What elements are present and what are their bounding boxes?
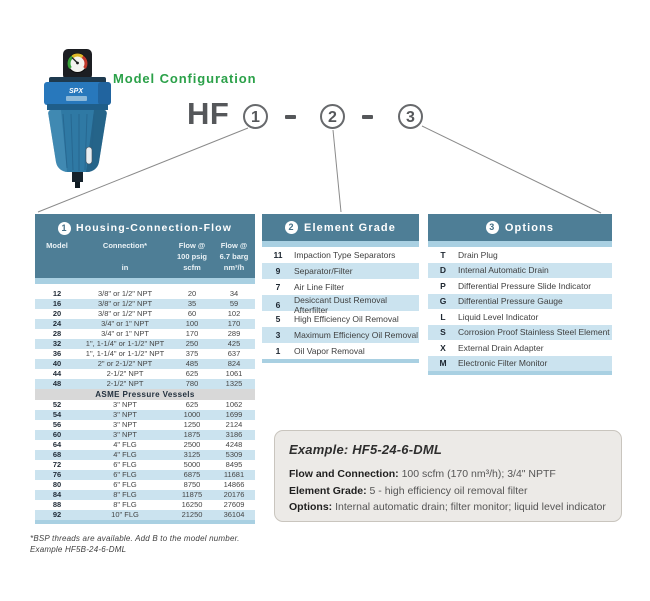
housing-table-title (35, 220, 255, 236)
flow-nm3h-cell: 1699 (225, 410, 243, 419)
table-row (35, 319, 255, 329)
table-row (35, 510, 255, 520)
sight-glass (86, 147, 92, 164)
connection-cell: 4" FLG (113, 440, 137, 449)
bsp-footnote (30, 533, 270, 555)
option-code-cell: X (440, 342, 446, 353)
model-cell: 84 (52, 490, 62, 499)
flow-scfm-cell: 6875 (183, 470, 201, 479)
model-cell: 32 (52, 339, 62, 348)
connection-cell: 10" FLG (111, 510, 139, 519)
option-code-cell: P (440, 280, 446, 291)
flow-scfm-cell: 8750 (183, 480, 201, 489)
table-row (428, 340, 612, 356)
flow-nm3h-cell: 2124 (225, 420, 243, 429)
example-line-label: Options: (289, 501, 333, 513)
divider-strip (35, 520, 255, 524)
connection-cell: 3" NPT (113, 400, 137, 409)
flow-scfm-cell: 1875 (183, 430, 201, 439)
table-row (428, 294, 612, 310)
flow-nm3h-cell: 637 (227, 349, 241, 358)
model-cell: 64 (52, 440, 62, 449)
flow-scfm-cell: 250 (185, 339, 199, 348)
flow-scfm-cell: 1000 (183, 410, 201, 419)
connection-cell: 3/8" or 1/2" NPT (97, 299, 153, 308)
table-3-number-badge: 3 (486, 221, 499, 234)
separator-dash (285, 115, 296, 119)
option-label-cell: Differential Pressure Gauge (458, 296, 563, 307)
grade-label-cell: Oil Vapor Removal (294, 346, 365, 356)
element-grade-rows (262, 247, 419, 359)
table-row (35, 379, 255, 389)
flow-scfm-cell: 780 (185, 379, 199, 388)
table-row (262, 263, 419, 279)
connection-cell: 3/4" or 1" NPT (101, 329, 149, 338)
table-row (35, 470, 255, 480)
model-cell: 54 (52, 410, 62, 419)
flow-nm3h-cell: 34 (229, 289, 239, 298)
flow-scfm-cell: 16250 (181, 500, 203, 509)
table-row (262, 247, 419, 263)
option-label-cell: External Drain Adapter (458, 342, 544, 353)
model-cell: 56 (52, 420, 62, 429)
connection-cell: 2-1/2" NPT (106, 369, 144, 378)
filter-head (44, 77, 111, 110)
divider-strip (262, 359, 419, 363)
model-cell: 28 (52, 329, 62, 338)
flow-nm3h-cell: 5309 (225, 450, 243, 459)
flow-nm3h-cell: 1325 (225, 379, 243, 388)
footnote-line-2: Example HF5B-24-6-DML (30, 545, 127, 554)
model-cell: 24 (52, 319, 62, 328)
table-row (35, 289, 255, 299)
flow-nm3h-cell: 20176 (223, 490, 245, 499)
option-label-cell: Internal Automatic Drain (458, 265, 549, 276)
model-cell: 92 (52, 510, 62, 519)
model-cell: 16 (52, 299, 62, 308)
table-row (428, 278, 612, 294)
example-line-label: Element Grade: (289, 484, 367, 497)
table-row (262, 343, 419, 359)
options-header (428, 214, 612, 241)
table-row (35, 430, 255, 440)
flow-nm3h-cell: 1061 (225, 369, 243, 378)
options-title-text: Options (504, 221, 555, 234)
flow-nm3h-cell: 4248 (225, 440, 243, 449)
grade-code-cell: 1 (275, 346, 281, 356)
position-1-circle: 1 (243, 104, 268, 129)
connection-cell: 3/8" or 1/2" NPT (97, 309, 153, 318)
model-cell: 48 (52, 379, 62, 388)
model-cell: 20 (52, 309, 62, 318)
option-label-cell: Electronic Filter Monitor (458, 358, 548, 369)
connector-line-3 (422, 126, 601, 213)
option-code-cell: S (440, 327, 446, 338)
table-row (262, 311, 419, 327)
option-code-cell: M (439, 358, 447, 369)
table-row (262, 295, 419, 315)
example-line-value: Internal automatic drain; filter monitor; liquid level indicator (332, 501, 606, 513)
example-line (289, 466, 607, 483)
connection-cell: 8" FLG (113, 490, 137, 499)
connection-cell: 1", 1-1/4" or 1-1/2" NPT (85, 339, 165, 348)
flow-scfm-cell: 11875 (181, 490, 203, 499)
flow-scfm-cell: 60 (187, 309, 197, 318)
table-row (35, 309, 255, 319)
table-row (428, 356, 612, 372)
housing-table-header (35, 214, 255, 278)
element-grade-header (262, 214, 419, 241)
drain-stub (72, 172, 83, 188)
grade-code-cell: 3 (275, 330, 281, 340)
flow-nm3h-cell: 102 (227, 309, 241, 318)
connection-cell: 2-1/2" NPT (106, 379, 144, 388)
table-row (35, 349, 255, 359)
table-row (428, 263, 612, 279)
table-row (35, 480, 255, 490)
example-box (274, 430, 622, 522)
connection-cell: 3" NPT (113, 410, 137, 419)
options-rows (428, 247, 612, 371)
connection-cell: 3/8" or 1/2" NPT (97, 289, 153, 298)
flow-nm3h-cell: 289 (227, 329, 241, 338)
brand-logo: SPX (68, 88, 84, 95)
grade-code-cell: 7 (275, 282, 281, 292)
example-title: Example: HF5-24-6-DML (289, 442, 443, 457)
divider-strip (428, 371, 612, 375)
table-1-number-badge: 1 (58, 222, 71, 235)
model-cell: 52 (52, 400, 62, 409)
flow-nm3h-cell: 8495 (225, 460, 243, 469)
table-row (35, 329, 255, 339)
table-2-number-badge: 2 (285, 221, 298, 234)
grade-code-cell: 6 (275, 300, 281, 310)
example-line (289, 499, 607, 516)
flow-scfm-cell: 625 (185, 369, 199, 378)
grade-code-cell: 9 (275, 266, 281, 276)
element-grade-table (262, 214, 419, 363)
page-title: Model Configuration (113, 71, 257, 86)
table-row (35, 490, 255, 500)
model-cell: 68 (52, 450, 62, 459)
position-3-circle: 3 (398, 104, 423, 129)
flow-nm3h-cell: 36104 (223, 510, 245, 519)
flow-nm3h-cell: 11681 (223, 470, 245, 479)
separator-dash (362, 115, 373, 119)
table-row (262, 327, 419, 343)
flow-scfm-cell: 20 (187, 289, 197, 298)
table-row (262, 279, 419, 295)
example-line (289, 483, 607, 500)
table-row (35, 460, 255, 470)
connection-cell: 8" FLG (113, 500, 137, 509)
model-prefix: HF (187, 96, 230, 131)
option-label-cell: Drain Plug (458, 249, 498, 260)
position-2-circle: 2 (320, 104, 345, 129)
connection-cell: 2" or 2-1/2" NPT (97, 359, 153, 368)
model-cell: 72 (52, 460, 62, 469)
connector-line-2 (333, 130, 341, 212)
flow-nm3h-cell: 425 (227, 339, 241, 348)
flow-nm3h-cell: 14866 (223, 480, 245, 489)
flow-nm3h-cell: 59 (229, 299, 239, 308)
flow-scfm-cell: 5000 (183, 460, 201, 469)
column-header-flow-psig: Flow @ 100 psig scfm (176, 241, 207, 272)
connection-cell: 3" NPT (113, 420, 137, 429)
flow-scfm-cell: 170 (185, 329, 199, 338)
option-label-cell: Corrosion Proof Stainless Steel Element (458, 327, 610, 338)
flow-scfm-cell: 625 (185, 400, 199, 409)
flow-nm3h-cell: 27609 (223, 500, 245, 509)
model-cell: 36 (52, 349, 62, 358)
grade-label-cell: Air Line Filter (294, 282, 345, 292)
grade-label-cell: Maximum Efficiency Oil Removal (294, 330, 419, 340)
connection-cell: 1", 1-1/4" or 1-1/2" NPT (85, 349, 165, 358)
element-grade-title-text: Element Grade (304, 221, 396, 234)
option-label-cell: Differential Pressure Slide Indicator (458, 280, 592, 291)
grade-code-cell: 11 (273, 250, 283, 260)
grade-label-cell: Separator/Filter (294, 266, 353, 276)
option-code-cell: G (439, 296, 447, 307)
connection-cell: 3/4" or 1" NPT (101, 319, 149, 328)
table-row (35, 299, 255, 309)
flow-nm3h-cell: 1062 (225, 400, 243, 409)
filter-bowl (48, 110, 107, 172)
flow-scfm-cell: 21250 (181, 510, 203, 519)
housing-connection-flow-table (35, 214, 255, 524)
housing-table-title-text: Housing-Connection-Flow (76, 222, 232, 234)
flow-scfm-cell: 1250 (183, 420, 201, 429)
connection-cell: 6" FLG (113, 470, 137, 479)
flow-scfm-cell: 485 (185, 359, 199, 368)
housing-table-asme-rows (35, 400, 255, 520)
option-code-cell: L (440, 311, 446, 322)
flow-scfm-cell: 2500 (183, 440, 201, 449)
connection-cell: 3" NPT (113, 430, 137, 439)
flow-scfm-cell: 35 (187, 299, 197, 308)
table-row (35, 410, 255, 420)
flow-scfm-cell: 375 (185, 349, 199, 358)
example-line-value: 100 scfm (170 nm³/h); 3/4" NPTF (398, 468, 556, 480)
filter-product-image (37, 44, 121, 190)
model-cell: 88 (52, 500, 62, 509)
example-line-label: Flow and Connection: (289, 468, 399, 480)
grade-code-cell: 5 (275, 314, 281, 324)
flow-scfm-cell: 3125 (183, 450, 201, 459)
column-header-model: Model (46, 241, 68, 250)
table-row (35, 500, 255, 510)
table-row (428, 309, 612, 325)
option-code-cell: D (439, 265, 447, 276)
example-lines (289, 466, 607, 516)
model-cell: 12 (52, 289, 62, 298)
footnote-line-1: *BSP threads are available. Add B to the model number. (30, 534, 240, 543)
connection-cell: 6" FLG (113, 480, 137, 489)
model-cell: 60 (52, 430, 62, 439)
column-header-flow-barg: Flow @ 6.7 barg nm³/h (219, 241, 249, 272)
option-code-cell: T (440, 249, 446, 260)
table-row (35, 339, 255, 349)
connection-cell: 6" FLG (113, 460, 137, 469)
option-label-cell: Liquid Level Indicator (458, 311, 539, 322)
model-cell: 76 (52, 470, 62, 479)
table-row (35, 369, 255, 379)
model-cell: 40 (52, 359, 62, 368)
connection-cell: 4" FLG (113, 450, 137, 459)
column-header-connection: Connection* in (102, 241, 148, 272)
table-row (35, 440, 255, 450)
flow-nm3h-cell: 170 (227, 319, 241, 328)
table-row (35, 420, 255, 430)
model-cell: 80 (52, 480, 62, 489)
table-row (35, 400, 255, 410)
divider-strip (35, 278, 255, 284)
grade-label-cell: High Efficiency Oil Removal (294, 314, 399, 324)
asme-divider: ASME Pressure Vessels (35, 389, 255, 400)
housing-table-rows (35, 289, 255, 389)
pressure-gauge-icon (63, 49, 92, 80)
table-row (35, 450, 255, 460)
housing-column-headers (35, 240, 255, 273)
flow-nm3h-cell: 3186 (225, 430, 243, 439)
options-table (428, 214, 612, 375)
model-cell: 44 (52, 369, 62, 378)
table-row (428, 325, 612, 341)
table-row (35, 359, 255, 369)
grade-label-cell: Impaction Type Separators (294, 250, 396, 260)
grade-label-cell: Desiccant Dust Removal Afterfilter (294, 295, 388, 315)
flow-nm3h-cell: 824 (227, 359, 241, 368)
table-row (428, 247, 612, 263)
flow-scfm-cell: 100 (185, 319, 199, 328)
example-line-value: 5 - high efficiency oil removal filter (366, 484, 528, 497)
